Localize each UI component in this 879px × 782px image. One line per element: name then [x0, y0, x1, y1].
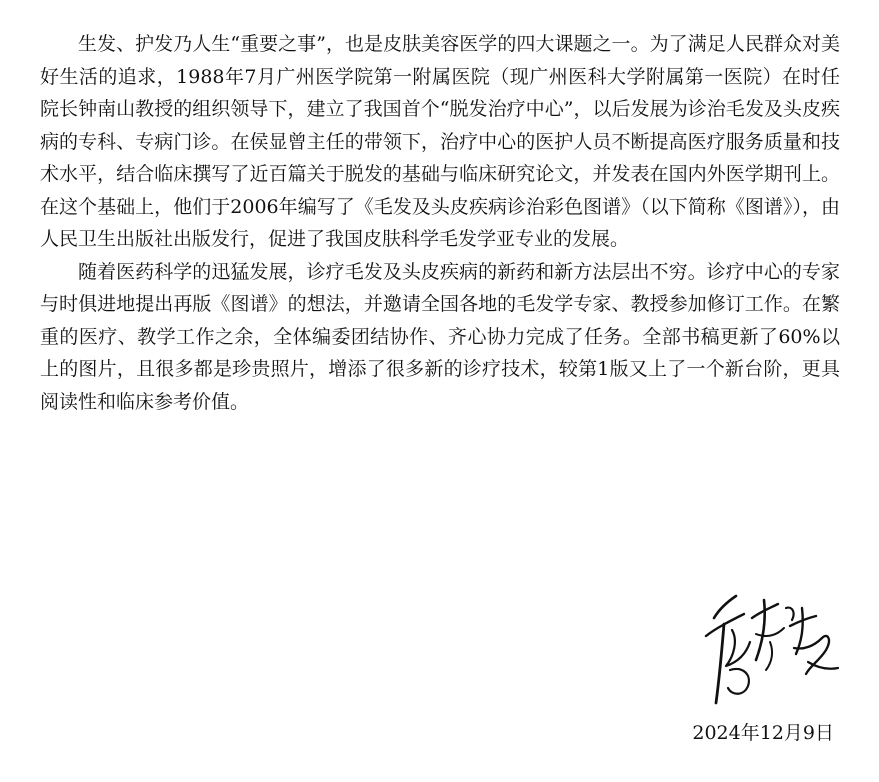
document-body	[40, 28, 840, 418]
handwritten-signature	[686, 578, 846, 713]
paragraph-1: 生发、护发乃人生“重要之事”，也是皮肤美容医学的四大课题之一。为了满足人民群众对美好生活的追求，1988年7月广州医学院第一附属医院（现广州医科大学附属第一医院）在时任院长钟南山教授的组织领导下，建立了我国首个“脱发治疗中心”，以后发展为诊治毛发及头皮疾病的专科、专病门诊。在侯显曾主任的带领下，治疗中心的医护人员不断提高医疗服务质量和技术水平，结合临床撰写了近百篇关于脱发的基础与临床研究论文，并发表在国内外医学期刊上。在这个基础上，他们于2006年编写了《毛发及头皮疾病诊治彩色图谱》（以下简称《图谱》），由人民卫生出版社出版发行，促进了我国皮肤科学毛发学亚专业的发展。	[40, 33, 840, 250]
document-date: 2024年12月9日	[692, 722, 834, 744]
paragraph-2: 随着医药科学的迅猛发展，诊疗毛发及头皮疾病的新药和新方法层出不穷。诊疗中心的专家与时俱进地提出再版《图谱》的想法，并邀请全国各地的毛发学专家、教授参加修订工作。在繁重的医疗、教学工作之余，全体编委团结协作、齐心协力完成了任务。全部书稿更新了60%以上的图片，且很多都是珍贵照片，增添了很多新的诊疗技术，较第1版又上了一个新台阶，更具阅读性和临床参考价值。	[40, 260, 840, 413]
